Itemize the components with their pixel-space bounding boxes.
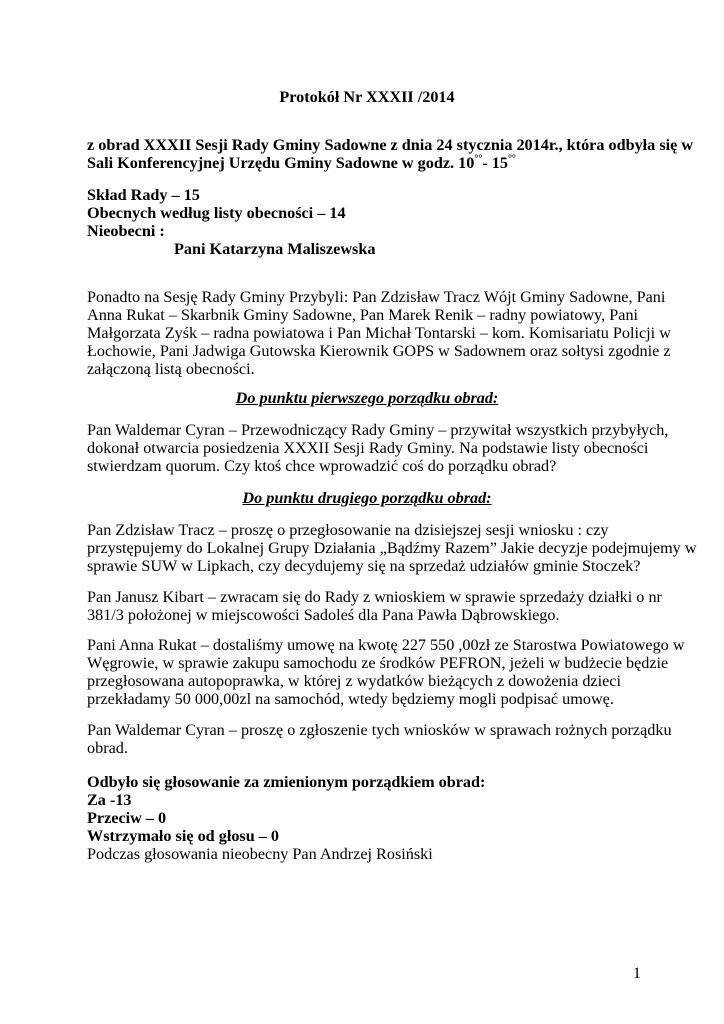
paragraph-line: obrad. [87, 739, 128, 757]
vote-note: Podczas głosowania nieobecny Pan Andrzej Rosiński [87, 845, 433, 863]
paragraph-line: Węgrowie, w sprawie zakupu samochodu ze środków PEFRON, jeżeli w budżecie będzie [87, 654, 669, 672]
paragraph-line: załączoną listą obecności. [87, 360, 255, 378]
page-number: 1 [632, 964, 641, 982]
intro-line [87, 154, 647, 172]
paragraph-line: przegłosowana autopoprawka, w której z wydatków bieżących z dowożenia dzieci [87, 672, 621, 690]
section-heading-2: Do punktu drugiego porządku obrad: [242, 489, 492, 507]
paragraph-line: 381/3 położonej w miejscowości Sadoleś dla Pana Pawła Dąbrowskiego. [87, 606, 560, 624]
time-superscript: °° [507, 153, 516, 165]
paragraph-line: przystępujemy do Lokalnej Grupy Działania „Bądźmy Razem” Jakie decyzje podejmujemy w [87, 539, 697, 557]
guests-paragraph [87, 288, 671, 378]
present-count: Obecnych według listy obecności – 14 [87, 204, 346, 222]
intro-text: Sali Konferencyjnej Urzędu Gminy Sadowne w godz. 10 [87, 154, 475, 172]
paragraph-line: Łochowie, Pani Jadwiga Gutowska Kierownik GOPS w Sadownem oraz sołtysi zgodnie z [87, 342, 671, 360]
time-superscript: °° [474, 153, 483, 165]
paragraph-line: stwierdzam quorum. Czy ktoś chce wprowadzić coś do porządku obrad? [87, 457, 557, 475]
chairman-opening-paragraph [87, 421, 669, 475]
attendance-block [87, 186, 647, 258]
council-size: Skład Rady – 15 [87, 186, 200, 204]
paragraph-line: Ponadto na Sesję Rady Gminy Przybyli: Pan Zdzisław Tracz Wójt Gminy Sadowne, Pani [87, 288, 666, 306]
paragraph-line: Pani Anna Rukat – dostaliśmy umowę na kwotę 227 550 ,00zł ze Starostwa Powiatowego w [87, 636, 685, 654]
paragraph-line: Pan Janusz Kibart – zwracam się do Rady z wnioskiem w sprawie sprzedaży działki o nr [87, 588, 662, 606]
intro-paragraph [87, 136, 694, 172]
paragraph-line: Pan Waldemar Cyran – proszę o zgłoszenie tych wniosków w sprawach rożnych porządku [87, 721, 672, 739]
paragraph-line: sprawie SUW w Lipkach, czy decydujemy się na sprzedaż udziałów gminie Stoczek? [87, 557, 641, 575]
mayor-paragraph [87, 521, 697, 575]
paragraph-line: Pan Waldemar Cyran – Przewodniczący Rady Gminy – przywitał wszystkich przybyłych, [87, 421, 669, 439]
vote-for: Za -13 [87, 791, 132, 809]
paragraph-line: Małgorzata Zyśk – radna powiatowa i Pan Michał Tontarski – kom. Komisariatu Policji w [87, 324, 671, 342]
paragraph-line: przekładamy 50 000,00zl na samochód, wtedy będziemy mogli podpisać umowę. [87, 690, 614, 708]
section-heading-1: Do punktu pierwszego porządku obrad: [235, 389, 499, 407]
document-title: Protokół Nr XXXII /2014 [279, 88, 455, 106]
treasurer-paragraph [87, 636, 685, 708]
vote-block [87, 773, 647, 863]
paragraph-line: Anna Rukat – Skarbnik Gminy Sadowne, Pan Marek Renik – radny powiatowy, Pani [87, 306, 639, 324]
intro-line: z obrad XXXII Sesji Rady Gminy Sadowne z dnia 24 stycznia 2014r., która odbyła się w [87, 136, 694, 154]
absent-label: Nieobecni : [87, 222, 165, 240]
vote-against: Przeciw – 0 [87, 809, 167, 827]
paragraph-line: dokonał otwarcia posiedzenia XXXII Sesji Rady Gminy. Na podstawie listy obecności [87, 439, 649, 457]
absent-name: Pani Katarzyna Maliszewska [174, 240, 376, 258]
paragraph-line: Pan Zdzisław Tracz – proszę o przegłosowanie na dzisiejszej sesji wniosku : czy [87, 521, 609, 539]
chairman-request-paragraph [87, 721, 672, 757]
intro-text: - 15 [482, 154, 508, 172]
vote-title: Odbyło się głosowanie za zmienionym porządkiem obrad: [87, 773, 486, 791]
kibart-paragraph [87, 588, 662, 624]
vote-abstained: Wstrzymało się od głosu – 0 [87, 827, 279, 845]
